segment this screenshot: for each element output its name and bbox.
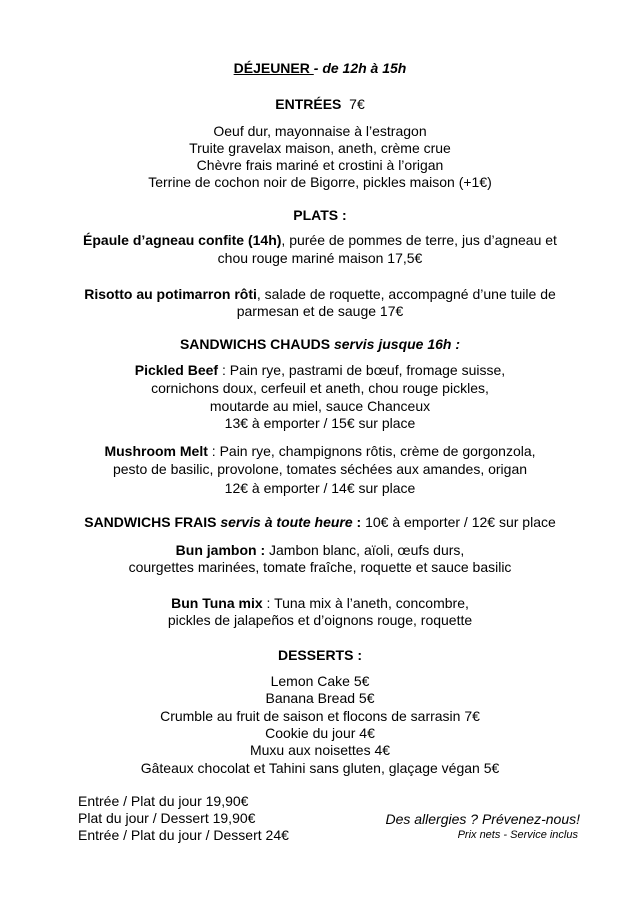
sandwich-name: Mushroom Melt xyxy=(104,443,208,459)
plat-item xyxy=(0,232,640,249)
sandwich-desc: moutarde au miel, sauce Chanceux xyxy=(209,398,431,414)
sandwich-desc: Jambon blanc, aïoli, œufs durs, xyxy=(265,542,465,558)
sandwich-price: 13€ à emporter / 15€ sur place xyxy=(224,415,416,431)
sandwich-desc: courgettes marinées, tomate fraîche, roquette et sauce basilic xyxy=(128,559,512,575)
heading-label: SANDWICHS CHAUDS xyxy=(179,336,331,352)
sandwich-name: Bun Tuna mix xyxy=(171,595,263,611)
entrees-price: 7€ xyxy=(349,96,365,112)
plat-name: Risotto au potimarron rôti xyxy=(84,286,257,302)
sandwichs-chauds-heading xyxy=(0,336,640,353)
sandwich-name: Pickled Beef xyxy=(134,362,219,378)
sandwich-desc: cornichons doux, cerfeuil et aneth, chou rouge pickles, xyxy=(151,380,489,396)
formule-item: Entrée / Plat du jour 19,90€ xyxy=(78,793,249,809)
dessert-item: Crumble au fruit de saison et flocons de sarrasin 7€ xyxy=(160,708,480,724)
dessert-item: Banana Bread 5€ xyxy=(265,690,375,706)
plat-name: Épaule d’agneau confite (14h) xyxy=(83,232,282,248)
heading-note: servis jusque 16h : xyxy=(333,336,461,352)
sandwich-desc: : Pain rye, pastrami de bœuf, fromage suisse, xyxy=(218,362,506,378)
dessert-item: Lemon Cake 5€ xyxy=(270,673,370,689)
sandwich-desc: pesto de basilic, provolone, tomates séchées aux amandes, origan xyxy=(112,461,528,477)
sandwich-item xyxy=(0,542,640,559)
heading-label: SANDWICHS FRAIS xyxy=(84,514,217,530)
title-main: DÉJEUNER xyxy=(233,60,314,76)
sandwich-name: Bun jambon : xyxy=(175,542,266,558)
plat-desc: , salade de roquette, accompagné d’une tuile de xyxy=(256,286,556,302)
formule-item: Plat du jour / Dessert 19,90€ xyxy=(78,810,256,826)
sandwich-item xyxy=(0,362,640,379)
entrees-heading xyxy=(0,96,640,113)
entrees-label: ENTRÉES xyxy=(275,96,342,112)
entree-item: Terrine de cochon noir de Bigorre, pickles maison (+1€) xyxy=(148,174,492,190)
sandwich-price: 12€ à emporter / 14€ sur place xyxy=(224,480,416,496)
entree-item: Truite gravelax maison, aneth, crème crue xyxy=(189,140,451,156)
plats-heading: PLATS : xyxy=(293,207,347,223)
heading-price: 10€ à emporter / 12€ sur place xyxy=(361,514,556,530)
title-hours: - de 12h à 15h xyxy=(313,60,407,76)
formule-item: Entrée / Plat du jour / Dessert 24€ xyxy=(78,827,289,843)
prix-note: Prix nets - Service inclus xyxy=(457,829,578,841)
entree-item: Chèvre frais mariné et crostini à l’origan xyxy=(196,157,444,173)
sandwich-desc: : Pain rye, champignons rôtis, crème de gorgonzola, xyxy=(207,443,536,459)
sandwich-item xyxy=(0,595,640,612)
dessert-item: Gâteaux chocolat et Tahini sans gluten, glaçage végan 5€ xyxy=(140,760,500,776)
plat-desc: parmesan et de sauge 17€ xyxy=(236,303,404,319)
dessert-item: Cookie du jour 4€ xyxy=(265,725,375,741)
allergies-note: Des allergies ? Prévenez-nous! xyxy=(385,811,580,827)
plat-desc: , purée de pommes de terre, jus d’agneau et xyxy=(281,232,557,248)
plat-desc: chou rouge mariné maison 17,5€ xyxy=(217,250,423,266)
desserts-heading: DESSERTS : xyxy=(277,647,362,663)
menu-title xyxy=(0,60,640,77)
heading-colon: : xyxy=(352,514,362,530)
sandwichs-frais-heading xyxy=(0,514,640,531)
plat-item xyxy=(0,286,640,303)
sandwich-item xyxy=(0,443,640,460)
dessert-item: Muxu aux noisettes 4€ xyxy=(249,742,391,758)
heading-note: servis à toute heure xyxy=(220,514,353,530)
entree-item: Oeuf dur, mayonnaise à l’estragon xyxy=(213,123,427,139)
sandwich-desc: : Tuna mix à l’aneth, concombre, xyxy=(262,595,469,611)
sandwich-desc: pickles de jalapeños et d’oignons rouge, roquette xyxy=(167,612,473,628)
